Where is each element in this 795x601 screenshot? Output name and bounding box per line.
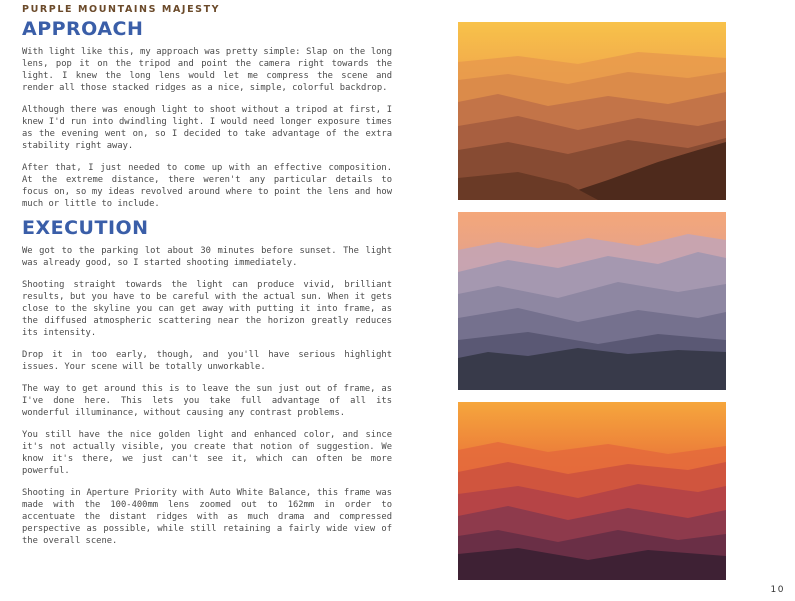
paragraph: Drop it in too early, though, and you'll have serious highlight issues. Your scene will be totally unworkable.	[22, 350, 392, 372]
paragraph: Shooting in Aperture Priority with Auto White Balance, this frame was made with the 100-400mm lens zoomed out to 162mm in order to accentuate the distant ridges with as much drama and compressed perspective as possible, while still retaining a fairly wide view of the overall scene.	[22, 488, 392, 546]
landscape-image	[458, 212, 726, 390]
photo-fiery-ridges	[458, 402, 726, 580]
page-number: 10	[770, 585, 785, 595]
paragraph: With light like this, my approach was pretty simple: Slap on the long lens, pop it on the tripod and point the camera right towards the light. I knew the long lens would let me compress the scene and render all those stacked ridges as a nice, simple, colorful backdrop.	[22, 47, 392, 93]
text-column	[22, 18, 392, 547]
paragraph: Shooting straight towards the light can produce vivid, brilliant results, but you have to be careful with the actual sun. When it gets close to the skyline you can get away with putting it into frame, as the diffused atmospheric scattering near the horizon greatly reduces its intensity.	[22, 280, 392, 338]
paragraph: Although there was enough light to shoot without a tripod at first, I knew I'd run into dwindling light. I would need longer exposure times as the evening went on, so I decided to take advantage of the extra stability right away.	[22, 105, 392, 151]
paragraph: After that, I just needed to come up with an effective composition. At the extreme distance, there weren't any particular details to focus on, so my ideas revolved around where to point the lens and how much or little to include.	[22, 163, 392, 209]
paragraph: You still have the nice golden light and enhanced color, and since it's not actually visible, you create that notion of suggestion. We know it's there, we just can't see it, which can often be more powerful.	[22, 430, 392, 476]
landscape-image	[458, 22, 726, 200]
section-heading-execution: EXECUTION	[22, 217, 149, 239]
paragraph: We got to the parking lot about 30 minutes before sunset. The light was already good, so I started shooting immediately.	[22, 246, 392, 268]
section-heading-approach: APPROACH	[22, 18, 144, 40]
running-head: PURPLE MOUNTAINS MAJESTY	[22, 4, 221, 15]
photo-blue-haze-ridges	[458, 212, 726, 390]
landscape-image	[458, 402, 726, 580]
photo-golden-ridges	[458, 22, 726, 200]
paragraph: The way to get around this is to leave the sun just out of frame, as I've done here. This lets you take full advantage of all its wonderful illuminance, without causing any contrast problems.	[22, 384, 392, 418]
